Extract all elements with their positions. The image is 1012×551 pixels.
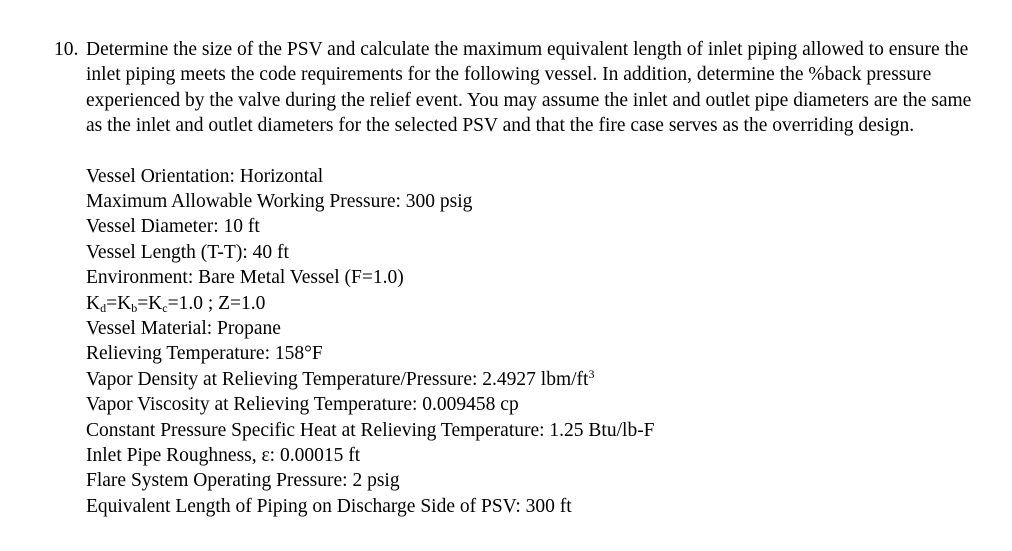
coef-kc-base: =K <box>137 292 163 314</box>
vapor-density-exponent: 3 <box>588 366 595 381</box>
problem-10 <box>54 37 989 519</box>
spec-environment: Environment: Bare Metal Vessel (F=1.0) <box>86 267 404 289</box>
spec-pipe-roughness: Inlet Pipe Roughness, ε: 0.00015 ft <box>86 444 361 466</box>
spec-orientation: Vessel Orientation: Horizontal <box>86 165 324 187</box>
spec-vapor-viscosity: Vapor Viscosity at Relieving Temperature: 0.009458 cp <box>86 394 519 416</box>
spec-specific-heat: Constant Pressure Specific Heat at Relieving Temperature: 1.25 Btu/lb-F <box>86 419 655 441</box>
spec-material: Vessel Material: Propane <box>86 317 281 339</box>
problem-number: 10. <box>54 39 79 60</box>
spec-mawp: Maximum Allowable Working Pressure: 300 psig <box>86 191 473 213</box>
spec-vapor-density <box>86 367 989 392</box>
problem-body <box>86 37 989 519</box>
spec-length: Vessel Length (T-T): 40 ft <box>86 241 289 263</box>
vapor-density-text: Vapor Density at Relieving Temperature/Pressure: 2.4927 lbm/ft <box>86 368 589 390</box>
coef-kc-sub: c <box>162 300 168 315</box>
spec-coefficients <box>86 291 989 316</box>
coef-kb-sub: b <box>131 300 138 315</box>
problem-statement: Determine the size of the PSV and calculate the maximum equivalent length of inlet piping allowed to ensure the inlet piping meets the code requirements for the following vessel. In addition, determine the %back pressure experienced by the valve during the relief event. You may assume the inlet and outlet pipe diameters are the same as the inlet and outlet diameters for the selected PSV and that the fire case serves as the overriding design. <box>86 39 972 137</box>
spec-discharge-length: Equivalent Length of Piping on Discharge Side of PSV: 300 ft <box>86 495 572 517</box>
coef-kd-base: K <box>86 292 101 314</box>
coef-kb-base: =K <box>106 292 132 314</box>
spec-flare-pressure: Flare System Operating Pressure: 2 psig <box>86 470 400 492</box>
spec-relieving-temperature: Relieving Temperature: 158°F <box>86 343 323 365</box>
coef-values: =1.0 ; Z=1.0 <box>167 292 266 314</box>
spec-diameter: Vessel Diameter: 10 ft <box>86 216 260 238</box>
vessel-specifications <box>86 164 989 519</box>
coef-kd-sub: d <box>100 300 107 315</box>
